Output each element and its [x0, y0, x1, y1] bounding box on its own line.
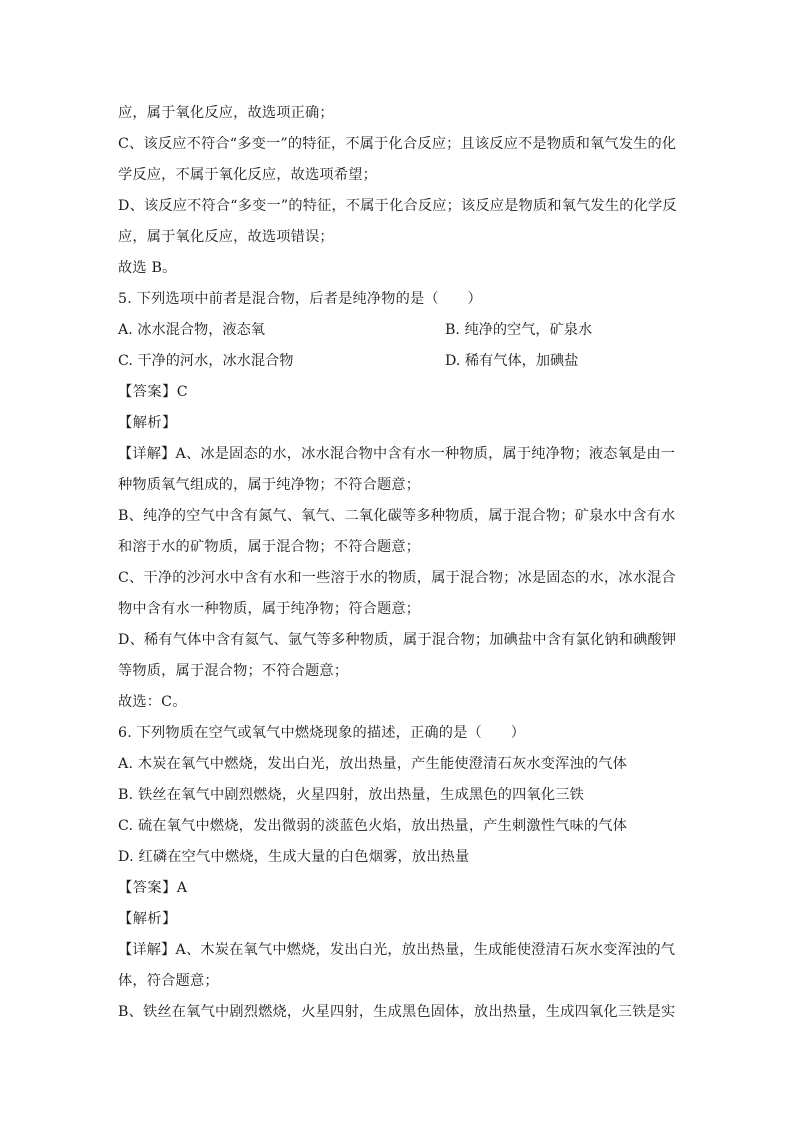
explanation-line: 等物质，属于混合物；不符合题意； [118, 663, 349, 679]
explanation-line: D、稀有气体中含有氦气、氩气等多种物质，属于混合物；加碘盐中含有氯化钠和碘酸钾 [118, 632, 677, 648]
option-a: A. 木炭在氧气中燃烧，发出白光，放出热量，产生能使澄清石灰水变浑浊的气体 [118, 756, 628, 772]
explanation-line: 和溶于水的矿物质，属于混合物；不符合题意； [118, 539, 421, 555]
text-line: 应，属于氧化反应，故选项正确； [118, 105, 334, 121]
document-page [118, 101, 680, 1031]
explanation-line: 故选：C。 [118, 694, 187, 710]
question-6 [118, 721, 680, 1031]
analysis-label: 【解析】 [118, 415, 177, 431]
explanation-line: 【详解】A、冰是固态的水，冰水混合物中含有水一种物质，属于纯净物；液态氧是由一 [118, 446, 676, 462]
explanation-line: 体，符合题意； [118, 973, 219, 989]
text-line: C、该反应不符合“多变一”的特征，不属于化合反应；且该反应不是物质和氧气发生的化 [118, 136, 677, 152]
explanation-line: C、干净的沙河水中含有水和一些溶于水的物质，属于混合物；冰是固态的水，冰水混合 [118, 570, 676, 586]
option-c: C. 干净的河水，冰水混合物 [118, 353, 294, 369]
option-row [118, 318, 680, 349]
question-stem: 5. 下列选项中前者是混合物，后者是纯净物的是（ ） [118, 291, 482, 307]
option-b: B. 纯净的空气，矿泉水 [445, 322, 593, 338]
option-d: D. 稀有气体，加碘盐 [445, 353, 579, 369]
question-4-explanation-tail [118, 101, 680, 287]
question-stem: 6. 下列物质在空气或氧气中燃烧现象的描述，正确的是（ ） [118, 725, 526, 741]
answer-label: 【答案】A [118, 880, 188, 896]
option-c: C. 硫在氧气中燃烧，发出微弱的淡蓝色火焰，放出热量，产生刺激性气味的气体 [118, 818, 628, 834]
analysis-label: 【解析】 [118, 911, 177, 927]
question-5 [118, 287, 680, 721]
explanation-line: B、纯净的空气中含有氮气、氧气、二氧化碳等多种物质，属于混合物；矿泉水中含有水 [118, 508, 676, 524]
option-d: D. 红磷在空气中燃烧，生成大量的白色烟雾，放出热量 [118, 849, 470, 865]
explanation-line: 物中含有水一种物质，属于纯净物；符合题意； [118, 601, 421, 617]
option-b: B. 铁丝在氧气中剧烈燃烧，火星四射，放出热量，生成黑色的四氧化三铁 [118, 787, 585, 803]
option-row [118, 349, 680, 380]
answer-label: 【答案】C [118, 384, 189, 400]
option-a: A. 冰水混合物，液态氧 [118, 322, 265, 338]
explanation-line: 种物质氧气组成的，属于纯净物；不符合题意； [118, 477, 421, 493]
explanation-line: B、铁丝在氧气中剧烈燃烧，火星四射，生成黑色固体，放出热量，生成四氧化三铁是实 [118, 1004, 676, 1020]
text-line: 应，属于氧化反应，故选项错误； [118, 229, 334, 245]
explanation-line: 【详解】A、木炭在氧气中燃烧，发出白光，放出热量，生成能使澄清石灰水变浑浊的气 [118, 942, 676, 958]
text-line: 故选 B。 [118, 260, 177, 276]
text-line: 学反应，不属于氧化反应，故选项希望； [118, 167, 377, 183]
text-line: D、该反应不符合“多变一”的特征，不属于化合反应；该反应是物质和氧气发生的化学反 [118, 198, 677, 214]
